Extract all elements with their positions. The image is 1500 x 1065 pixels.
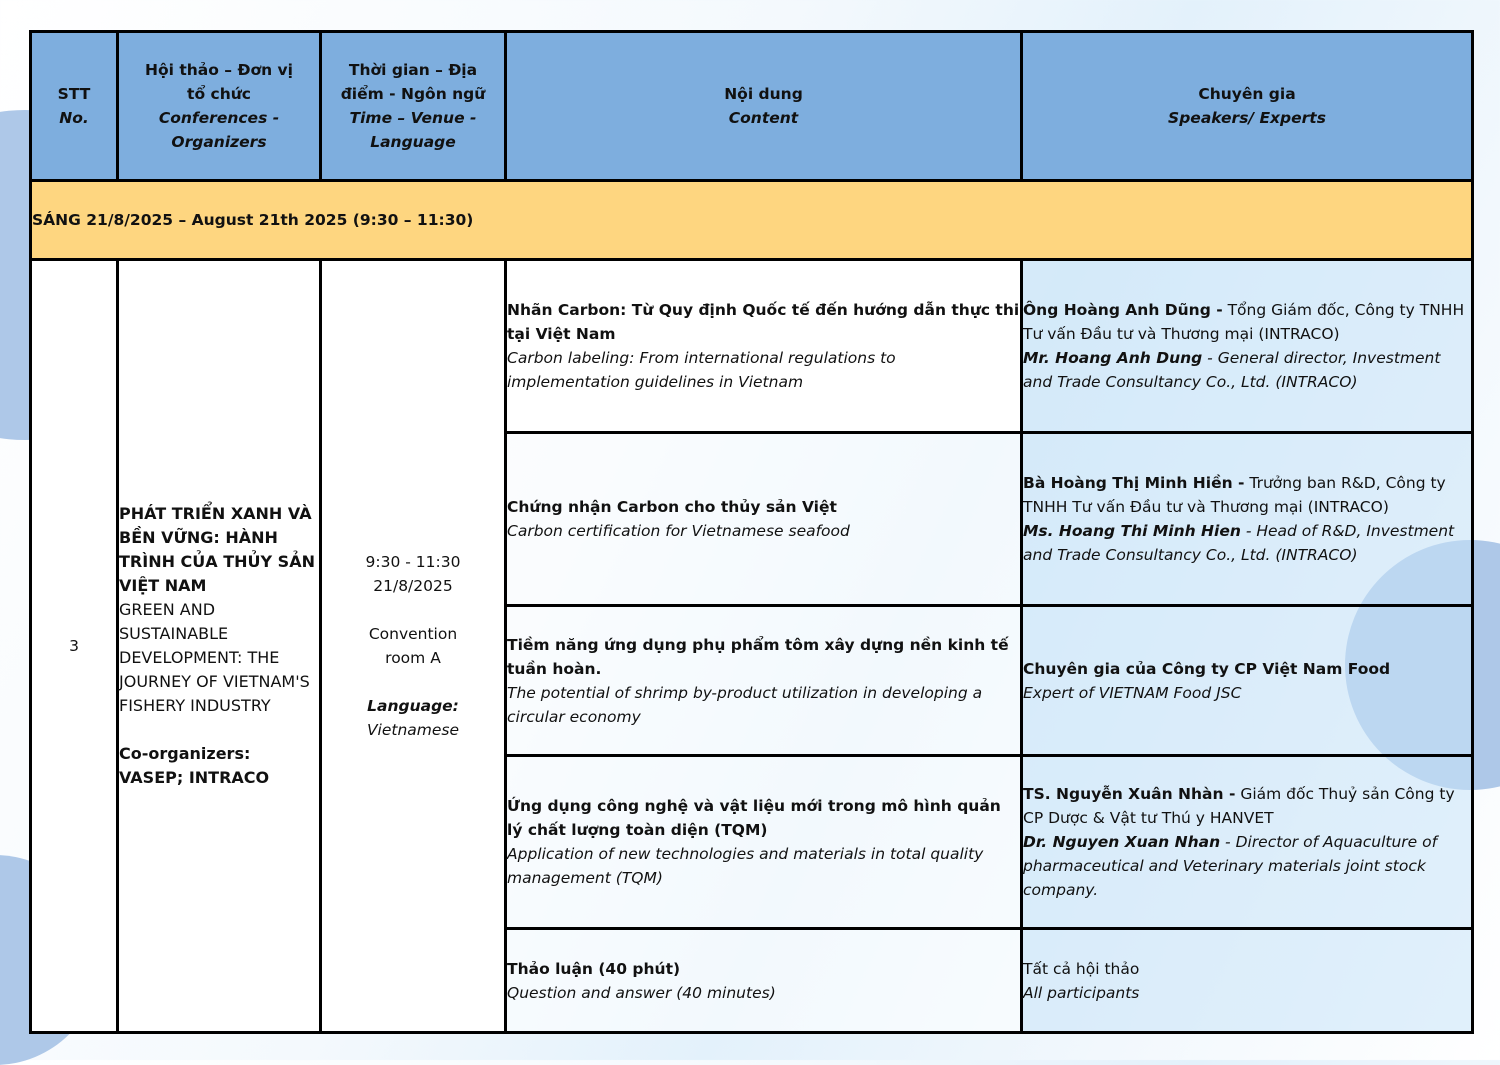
session-date: SÁNG 21/8/2025 – August 21th 2025 (9:30 – 11:30) <box>31 181 1473 260</box>
coorganizers-label: Co-organizers: <box>119 744 251 763</box>
speaker-en-role: - Director of Aquaculture of pharmaceutical and Veterinary materials joint stock company. <box>1023 833 1438 899</box>
content-cell-4 <box>506 756 1022 929</box>
stt-number: 3 <box>31 260 118 1033</box>
header-time <box>321 32 506 181</box>
speaker-vi-role: Giám đốc Thuỷ sản Công ty CP Dược & Vật tư Thú y HANVET <box>1023 785 1455 827</box>
speaker-en-role: - Head of R&D, Investment and Trade Consultancy Co., Ltd. (INTRACO) <box>1023 522 1455 564</box>
speaker-en-name: Ms. Hoang Thi Minh Hien <box>1023 522 1241 540</box>
speaker-cell-5 <box>1022 929 1473 1033</box>
header-time-en: Time – Venue - Language <box>349 109 477 151</box>
content-en: Carbon labeling: From international regulations to implementation guidelines in Vietnam <box>507 349 896 391</box>
content-cell-3 <box>506 606 1022 756</box>
content-vi: Thảo luận (40 phút) <box>507 959 681 978</box>
speaker-vi-role: Tổng Giám đốc, Công ty TNHH Tư vấn Đầu tư và Thương mại (INTRACO) <box>1023 301 1465 343</box>
header-time-vi: Thời gian – Địa điểm - Ngôn ngữ <box>340 61 486 103</box>
conference-info <box>118 260 321 1033</box>
speaker-cell-3 <box>1022 606 1473 756</box>
session-date-row <box>31 181 1473 260</box>
content-vi: Tiềm năng ứng dụng phụ phẩm tôm xây dựng nền kinh tế tuần hoàn. <box>507 635 1009 678</box>
header-content <box>506 32 1022 181</box>
session-day: 21/8/2025 <box>373 577 453 595</box>
header-conference <box>118 32 321 181</box>
content-cell-2 <box>506 433 1022 606</box>
header-conference-vi: Hội thảo – Đơn vị tổ chức <box>145 61 293 103</box>
language-value: Vietnamese <box>366 721 460 739</box>
speaker-cell-1 <box>1022 260 1473 433</box>
speaker-cell-2 <box>1022 433 1473 606</box>
header-stt-en: No. <box>59 109 89 127</box>
content-vi: Nhãn Carbon: Từ Quy định Quốc tế đến hướng dẫn thực thi tại Việt Nam <box>507 301 1020 343</box>
header-row <box>31 32 1473 181</box>
speaker-vi-name: Ông Hoàng Anh Dũng - <box>1023 301 1223 319</box>
header-stt <box>31 32 118 181</box>
agenda-row <box>31 260 1473 433</box>
content-en: The potential of shrimp by-product utilization in developing a circular economy <box>507 683 983 726</box>
time-venue-info <box>321 260 506 1033</box>
conference-title-en: GREEN AND SUSTAINABLE DEVELOPMENT: THE JOURNEY OF VIETNAM'S FISHERY INDUSTRY <box>119 600 310 715</box>
agenda-table <box>29 30 1474 1034</box>
conference-title-vi: PHÁT TRIỂN XANH VÀ BỀN VỮNG: HÀNH TRÌNH CỦA THỦY SẢN VIỆT NAM <box>119 504 315 595</box>
speaker-vi-name: Bà Hoàng Thị Minh Hiền - <box>1023 474 1245 492</box>
speaker-vi-role: Trưởng ban R&D, Công ty TNHH Tư vấn Đầu tư và Thương mại (INTRACO) <box>1023 474 1446 516</box>
content-en: Carbon certification for Vietnamese seafood <box>507 522 850 540</box>
content-en: Application of new technologies and materials in total quality management (TQM) <box>507 845 984 887</box>
speaker-en-name: Dr. Nguyen Xuan Nhan <box>1023 833 1221 851</box>
speaker-en-name: Mr. Hoang Anh Dung <box>1023 349 1203 367</box>
header-speakers-en: Speakers/ Experts <box>1168 109 1326 127</box>
speaker-vi-role: Tất cả hội thảo <box>1023 959 1140 978</box>
session-time: 9:30 - 11:30 <box>365 553 461 571</box>
speaker-vi-name: Chuyên gia của Công ty CP Việt Nam Food <box>1023 659 1391 678</box>
header-speakers <box>1022 32 1473 181</box>
header-stt-vi: STT <box>57 85 91 103</box>
header-conference-en: Conferences - Organizers <box>158 109 280 151</box>
content-en: Question and answer (40 minutes) <box>507 983 776 1002</box>
content-cell-1 <box>506 260 1022 433</box>
content-vi: Chứng nhận Carbon cho thủy sản Việt <box>507 498 837 516</box>
header-content-vi: Nội dung <box>724 85 803 103</box>
content-vi: Ứng dụng công nghệ và vật liệu mới trong mô hình quản lý chất lượng toàn diện (TQM) <box>507 797 1001 839</box>
speaker-en-role: All participants <box>1023 983 1140 1002</box>
speaker-en-role: - General director, Investment and Trade Consultancy Co., Ltd. (INTRACO) <box>1023 349 1441 391</box>
header-content-en: Content <box>728 109 799 127</box>
language-label: Language: <box>367 697 459 715</box>
coorganizers-value: VASEP; INTRACO <box>119 768 270 787</box>
content-cell-5 <box>506 929 1022 1033</box>
header-speakers-vi: Chuyên gia <box>1198 85 1296 103</box>
venue: Convention room A <box>368 625 458 667</box>
speaker-en-role: Expert of VIETNAM Food JSC <box>1023 683 1242 702</box>
speaker-cell-4 <box>1022 756 1473 929</box>
speaker-vi-name: TS. Nguyễn Xuân Nhàn - <box>1023 785 1236 803</box>
